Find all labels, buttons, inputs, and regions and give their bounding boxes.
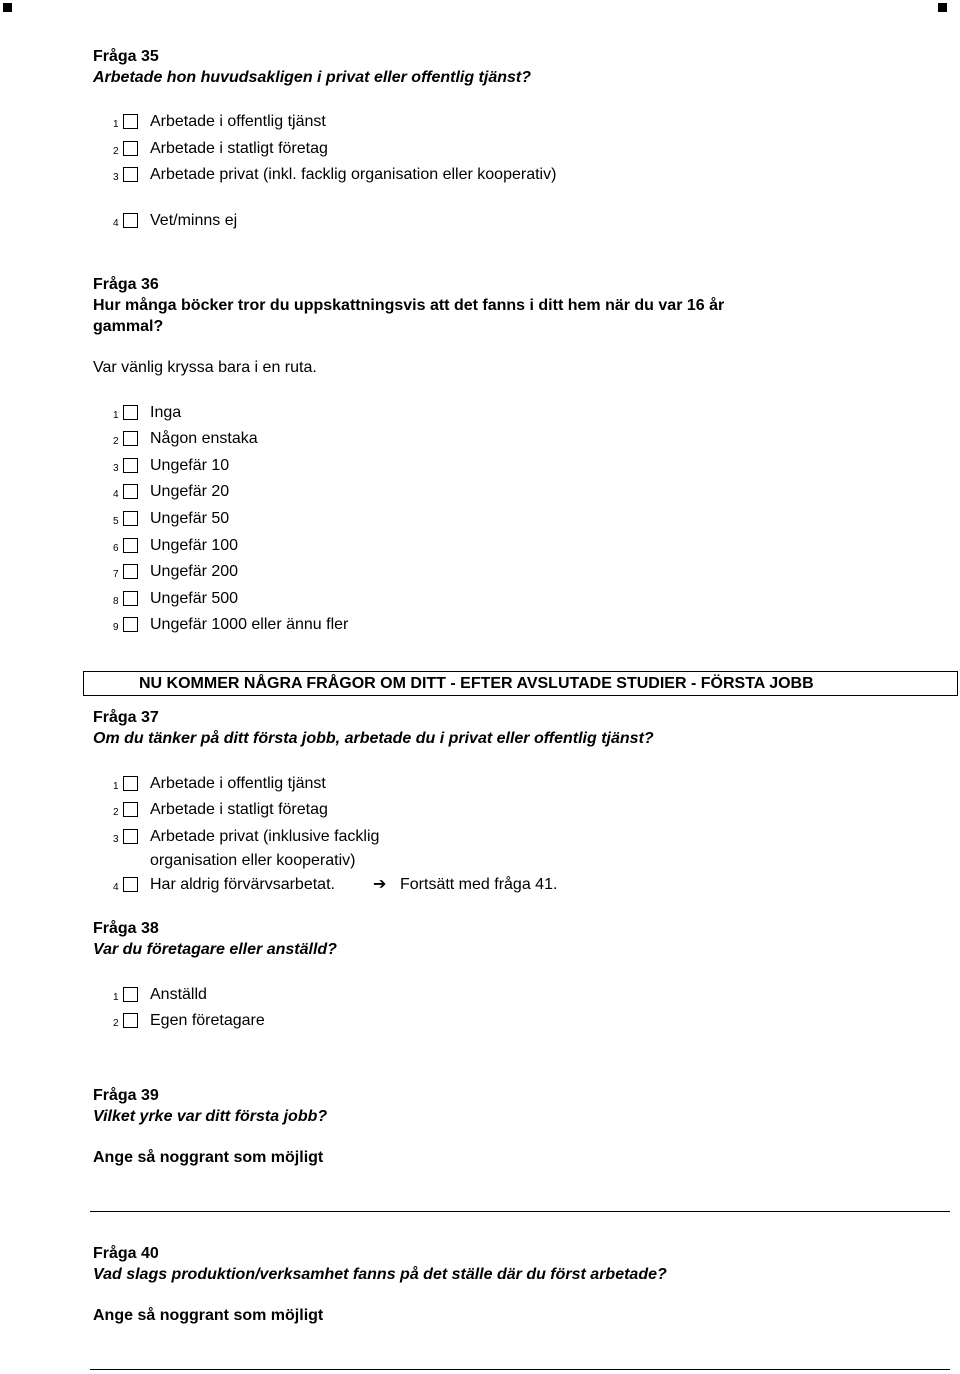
option-checkbox[interactable] xyxy=(123,484,138,499)
option-number: 4 xyxy=(113,882,119,893)
option-number: 4 xyxy=(113,489,119,500)
option-checkbox[interactable] xyxy=(123,987,138,1002)
option-number: 9 xyxy=(113,622,119,633)
question-text: Var du företagare eller anställd? xyxy=(93,941,337,958)
option-label: Ungefär 200 xyxy=(150,563,239,580)
option-number: 3 xyxy=(113,172,119,183)
option-label: Ungefär 1000 eller ännu fler xyxy=(150,616,349,633)
option-label: Vet/minns ej xyxy=(150,212,238,229)
option-checkbox[interactable] xyxy=(123,114,138,129)
corner-mark-left xyxy=(3,3,12,12)
option-label: Ungefär 20 xyxy=(150,483,230,500)
option-number: 2 xyxy=(113,807,119,818)
question-text: Vilket yrke var ditt första jobb? xyxy=(93,1108,328,1125)
question-number: Fråga 38 xyxy=(93,920,159,937)
question-note: Var vänlig kryssa bara i en ruta. xyxy=(93,359,317,376)
option-checkbox[interactable] xyxy=(123,829,138,844)
option-label: Ungefär 50 xyxy=(150,510,230,527)
option-checkbox[interactable] xyxy=(123,538,138,553)
option-label: Arbetade i statligt företag xyxy=(150,801,328,818)
option-number: 6 xyxy=(113,543,119,554)
arrow-right-icon: ➔ xyxy=(373,876,387,893)
option-checkbox[interactable] xyxy=(123,458,138,473)
option-number: 5 xyxy=(113,516,119,527)
section-banner-text: NU KOMMER NÅGRA FRÅGOR OM DITT - EFTER AVSLUTADE STUDIER - FÖRSTA JOBB xyxy=(139,675,814,692)
option-checkbox[interactable] xyxy=(123,511,138,526)
option-label-continued: organisation eller kooperativ) xyxy=(150,852,356,869)
question-note: Ange så noggrant som möjligt xyxy=(93,1149,324,1166)
option-number: 1 xyxy=(113,992,119,1003)
option-number: 1 xyxy=(113,410,119,421)
option-label: Anställd xyxy=(150,986,207,1003)
option-label: Egen företagare xyxy=(150,1012,265,1029)
question-text: Om du tänker på ditt första jobb, arbetade du i privat eller offentlig tjänst? xyxy=(93,730,654,747)
option-number: 7 xyxy=(113,569,119,580)
option-label: Har aldrig förvärvsarbetat. xyxy=(150,876,335,893)
option-number: 2 xyxy=(113,1018,119,1029)
option-number: 1 xyxy=(113,119,119,130)
option-checkbox[interactable] xyxy=(123,591,138,606)
question-note: Ange så noggrant som möjligt xyxy=(93,1307,324,1324)
question-number: Fråga 40 xyxy=(93,1245,159,1262)
question-number: Fråga 36 xyxy=(93,276,159,293)
option-number: 1 xyxy=(113,781,119,792)
option-checkbox[interactable] xyxy=(123,213,138,228)
option-number: 4 xyxy=(113,218,119,229)
question-text: Arbetade hon huvudsakligen i privat eller offentlig tjänst? xyxy=(93,69,531,86)
answer-line[interactable] xyxy=(90,1211,950,1212)
skip-instruction: Fortsätt med fråga 41. xyxy=(400,876,558,893)
option-checkbox[interactable] xyxy=(123,877,138,892)
option-number: 8 xyxy=(113,596,119,607)
option-label: Ungefär 10 xyxy=(150,457,230,474)
option-checkbox[interactable] xyxy=(123,776,138,791)
option-label: Ungefär 500 xyxy=(150,590,239,607)
option-checkbox[interactable] xyxy=(123,431,138,446)
question-number: Fråga 35 xyxy=(93,48,159,65)
answer-line[interactable] xyxy=(90,1369,950,1370)
option-label: Arbetade i statligt företag xyxy=(150,140,328,157)
section-banner xyxy=(83,671,958,696)
option-checkbox[interactable] xyxy=(123,141,138,156)
option-checkbox[interactable] xyxy=(123,617,138,632)
question-number: Fråga 37 xyxy=(93,709,159,726)
option-checkbox[interactable] xyxy=(123,564,138,579)
question-text: Hur många böcker tror du uppskattningsvis att det fanns i ditt hem när du var 16 år gammal? xyxy=(93,297,725,335)
option-label: Någon enstaka xyxy=(150,430,258,447)
option-label: Arbetade privat (inkl. facklig organisation eller kooperativ) xyxy=(150,166,557,183)
option-checkbox[interactable] xyxy=(123,167,138,182)
option-label: Arbetade i offentlig tjänst xyxy=(150,775,326,792)
option-number: 3 xyxy=(113,834,119,845)
option-checkbox[interactable] xyxy=(123,1013,138,1028)
option-checkbox[interactable] xyxy=(123,802,138,817)
option-label: Inga xyxy=(150,404,182,421)
option-checkbox[interactable] xyxy=(123,405,138,420)
option-number: 3 xyxy=(113,463,119,474)
question-number: Fråga 39 xyxy=(93,1087,159,1104)
option-number: 2 xyxy=(113,146,119,157)
question-text: Vad slags produktion/verksamhet fanns på det ställe där du först arbetade? xyxy=(93,1266,667,1283)
option-label: Arbetade privat (inklusive facklig xyxy=(150,828,380,845)
option-label: Arbetade i offentlig tjänst xyxy=(150,113,326,130)
corner-mark-right xyxy=(938,3,947,12)
option-number: 2 xyxy=(113,436,119,447)
option-label: Ungefär 100 xyxy=(150,537,239,554)
